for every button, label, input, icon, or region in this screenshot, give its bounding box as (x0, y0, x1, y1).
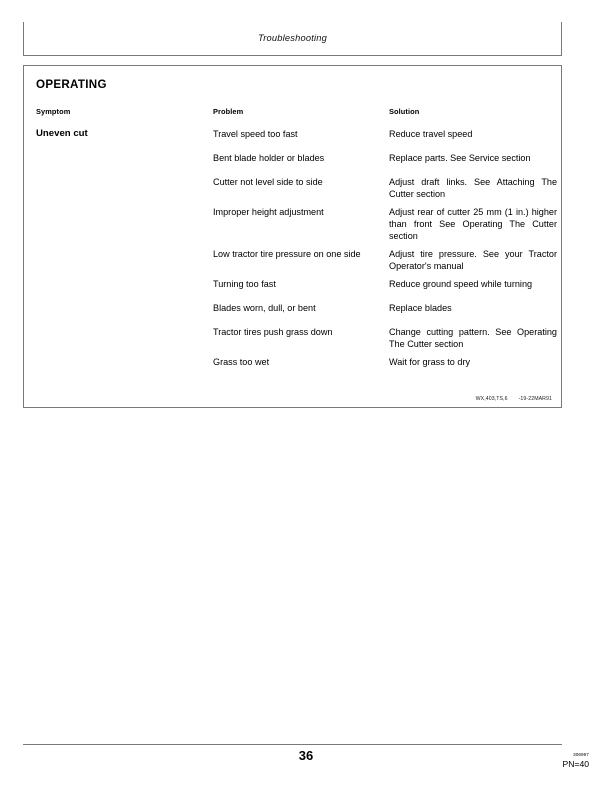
table-row (24, 128, 561, 152)
footer-code-top: 306997 (573, 752, 589, 757)
cell-problem: Cutter not level side to side (213, 177, 323, 187)
table-row (24, 206, 561, 242)
table-row (24, 278, 561, 302)
cell-solution: Reduce travel speed (389, 129, 473, 139)
table-row (24, 152, 561, 176)
running-header (23, 22, 562, 56)
column-header-problem: Problem (213, 107, 244, 116)
cell-problem: Tractor tires push grass down (213, 327, 333, 337)
cell-solution: Replace parts. See Service section (389, 153, 531, 163)
cell-symptom: Uneven cut (36, 128, 88, 139)
footer-code-bottom: PN=40 (562, 759, 589, 769)
footer-divider (23, 744, 562, 745)
section-title: OPERATING (36, 78, 107, 91)
cell-solution: Adjust tire pressure. See your Tractor Operator's manual (389, 249, 557, 272)
cell-problem: Blades worn, dull, or bent (213, 303, 316, 313)
reference-code-date: -19-22MAR91 (518, 396, 552, 402)
cell-solution: Change cutting pattern. See Operating The Cutter section (389, 327, 557, 350)
cell-problem: Travel speed too fast (213, 129, 298, 139)
cell-problem: Grass too wet (213, 357, 270, 367)
table-column-headers (24, 107, 561, 121)
footer-code (562, 750, 589, 769)
cell-solution: Replace blades (389, 303, 452, 313)
column-header-symptom: Symptom (36, 107, 71, 116)
cell-solution: Adjust draft links. See Attaching The Cutter section (389, 177, 557, 200)
running-header-title: Troubleshooting (258, 33, 327, 43)
table-row (24, 176, 561, 200)
cell-problem: Turning too fast (213, 279, 276, 289)
cell-problem: Low tractor tire pressure on one side (213, 249, 361, 259)
reference-code-id: WX,403,TS,6 (475, 396, 508, 402)
cell-solution: Wait for grass to dry (389, 357, 471, 367)
cell-solution: Adjust rear of cutter 25 mm (1 in.) higher than front See Operating The Cutter section (389, 207, 557, 242)
table-row (24, 302, 561, 326)
cell-solution: Reduce ground speed while turning (389, 279, 533, 289)
table-row (24, 356, 561, 380)
table-row (24, 326, 561, 350)
cell-problem: Improper height adjustment (213, 207, 324, 217)
cell-problem: Bent blade holder or blades (213, 153, 325, 163)
reference-code (476, 396, 552, 402)
troubleshooting-table (23, 65, 562, 408)
table-row (24, 248, 561, 272)
page-number: 36 (298, 748, 314, 763)
column-header-solution: Solution (389, 107, 420, 116)
